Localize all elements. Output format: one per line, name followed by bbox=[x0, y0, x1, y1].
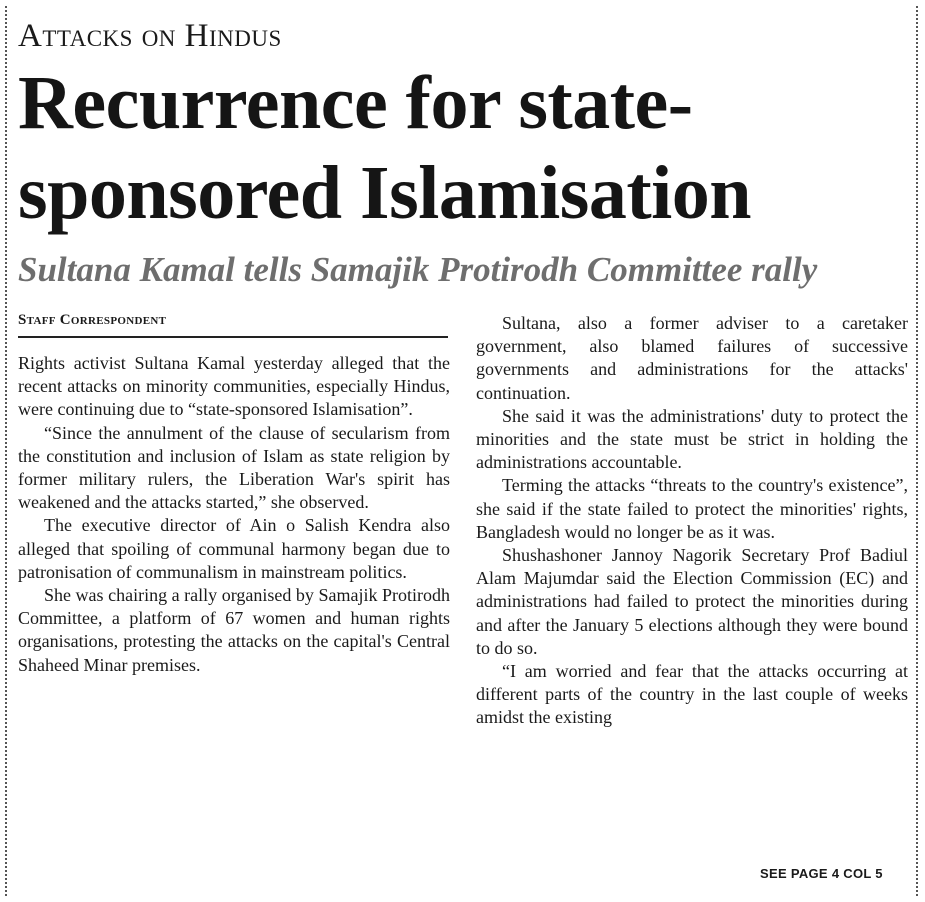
headline: Recurrence for state-sponsored Islamisation bbox=[18, 61, 752, 235]
kicker: Attacks on Hindus bbox=[18, 18, 282, 54]
right-dotted-border bbox=[916, 6, 918, 896]
paragraph: She was chairing a rally organised by Samajik Protirodh Committee, a platform of 67 women and human rights organisations, protesting the attacks on the capital's Central Shaheed Minar premises. bbox=[18, 585, 450, 675]
paragraph: Rights activist Sultana Kamal yesterday alleged that the recent attacks on minority communities, especially Hindus, were continuing due to “state-sponsored Islamisation”. bbox=[18, 353, 450, 420]
paragraph: Terming the attacks “threats to the country's existence”, she said if the state failed to protect the minorities' rights, Bangladesh would no longer be as it was. bbox=[476, 475, 908, 542]
left-dotted-border bbox=[5, 6, 7, 896]
deck: Sultana Kamal tells Samajik Protirodh Committee rally bbox=[18, 250, 818, 289]
byline: Staff Correspondent bbox=[18, 312, 167, 328]
paragraph: She said it was the administrations' duty to protect the minorities and the state must be strict in holding the administrations accountable. bbox=[476, 405, 908, 473]
right-column bbox=[476, 312, 908, 730]
paragraph: Shushashoner Jannoy Nagorik Secretary Prof Badiul Alam Majumdar said the Election Commission (EC) and administrations had failed to protect the minorities during and after the January 5 elections although they were bound to do so. bbox=[476, 545, 908, 658]
paragraph: Sultana, also a former adviser to a caretaker government, also blamed failures of successive governments and administrations for the attacks' continuation. bbox=[476, 313, 908, 403]
paragraph: “I am worried and fear that the attacks occurring at different parts of the country in the last couple of weeks amidst the existing bbox=[476, 661, 908, 728]
byline-rule bbox=[18, 336, 448, 338]
left-column bbox=[18, 352, 450, 677]
paragraph: The executive director of Ain o Salish Kendra also alleged that spoiling of communal harmony began due to patronisation of communalism in mainstream politics. bbox=[18, 515, 450, 582]
paragraph: “Since the annulment of the clause of secularism from the constitution and inclusion of Islam as state religion by former military rulers, the Liberation War's spirit has weakened and the attacks started,” she observed. bbox=[18, 422, 450, 513]
jump-line: SEE PAGE 4 COL 5 bbox=[760, 866, 883, 881]
